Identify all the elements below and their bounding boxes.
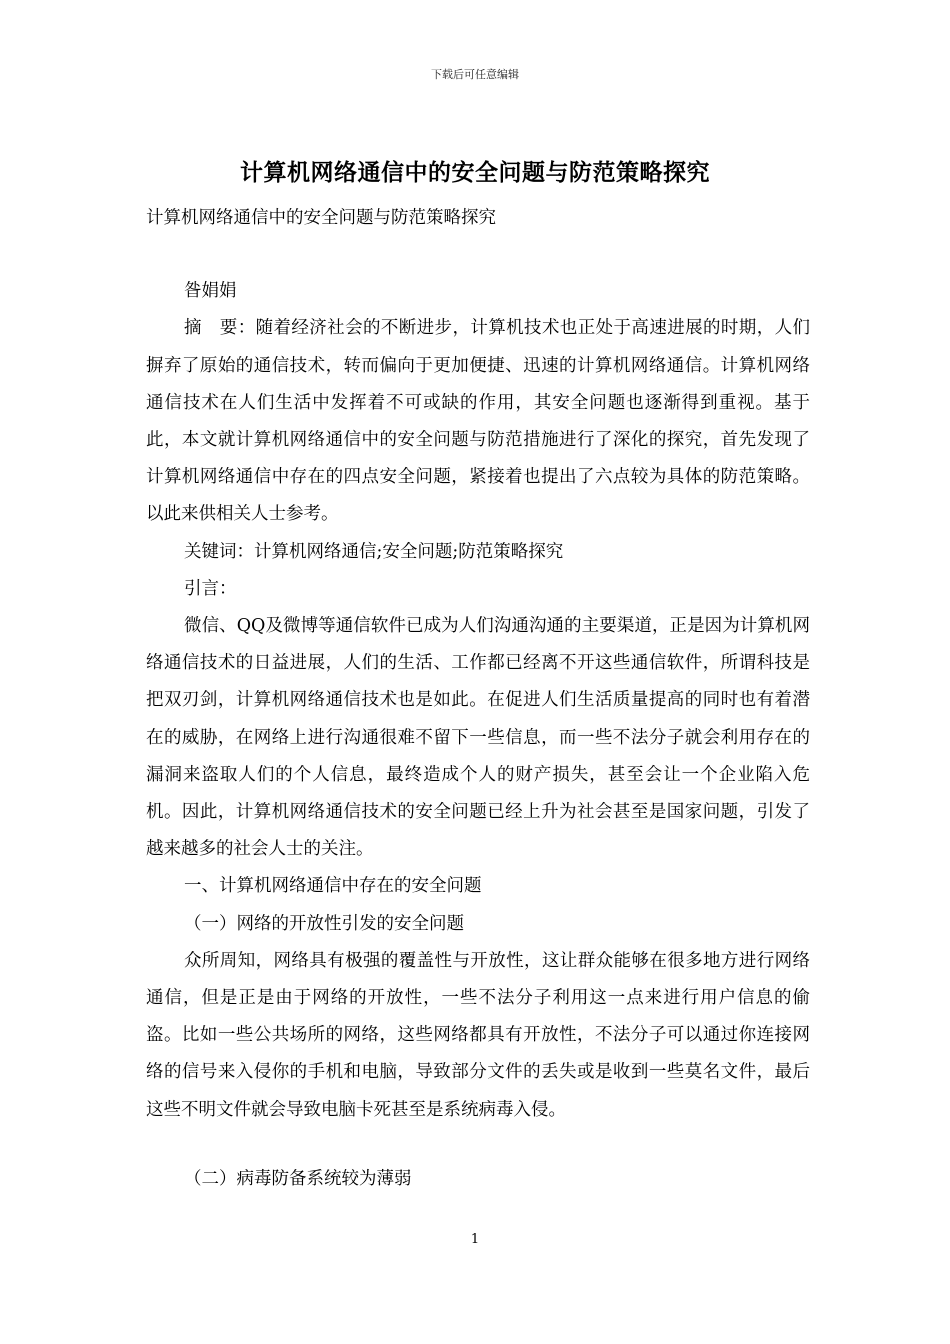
- section-heading: 一、计算机网络通信中存在的安全问题: [184, 876, 482, 897]
- author: 昝娟娟: [184, 281, 237, 302]
- subsection-heading: （一）网络的开放性引发的安全问题: [184, 913, 464, 934]
- subsection-heading: （二）病毒防备系统较为薄弱: [184, 1168, 412, 1189]
- body-paragraph: 众所周知，网络具有极强的覆盖性与开放性，这让群众能够在很多地方进行网络通信，但是正是由于网络的开放性，一些不法分子利用这一点来进行用户信息的偷盗。比如一些公共场所的网络，这些网络都具有开放性，不法分子可以通过你连接网络的信号来入侵你的手机和电脑，导致部分文件的丢失或是收到一些莫名文件，最后这些不明文件就会导致电脑卡死甚至是系统病毒入侵。: [146, 950, 810, 1120]
- document-subtitle: 计算机网络通信中的安全问题与防范策略探究: [146, 208, 496, 228]
- spacer: [146, 1129, 810, 1161]
- page-header: 下载后可任意编辑: [431, 68, 519, 81]
- abstract-paragraph: 摘 要：随着经济社会的不断进步，计算机技术也正处于高速进展的时期，人们摒弃了原始的通信技术，转而偏向于更加便捷、迅速的计算机网络通信。计算机网络通信技术在人们生活中发挥着不可或缺的作用，其安全问题也逐渐得到重视。基于此，本文就计算机网络通信中的安全问题与防范措施进行了深化的探究，首先发现了计算机网络通信中存在的四点安全问题，紧接着也提出了六点较为具体的防范策略。以此来供相关人士参考。: [146, 318, 810, 525]
- document-body: [146, 200, 810, 1198]
- page-number: 1: [470, 1232, 480, 1247]
- document-title: 计算机网络通信中的安全问题与防范策略探究: [240, 159, 710, 186]
- spacer: [146, 237, 810, 273]
- intro-heading: 引言：: [184, 578, 237, 599]
- keywords: 关键词：计算机网络通信;安全问题;防范策略探究: [184, 541, 564, 562]
- intro-paragraph: 微信、QQ及微博等通信软件已成为人们沟通沟通的主要渠道，正是因为计算机网络通信技术的日益进展，人们的生活、工作都已经离不开这些通信软件，所谓科技是把双刃剑，计算机网络通信技术也是如此。在促进人们生活质量提高的同时也有着潜在的威胁，在网络上进行沟通很难不留下一些信息，而一些不法分子就会利用存在的漏洞来盗取人们的个人信息，最终造成个人的财产损失，甚至会让一个企业陷入危机。因此，计算机网络通信技术的安全问题已经上升为社会甚至是国家问题，引发了越来越多的社会人士的关注。: [146, 616, 810, 860]
